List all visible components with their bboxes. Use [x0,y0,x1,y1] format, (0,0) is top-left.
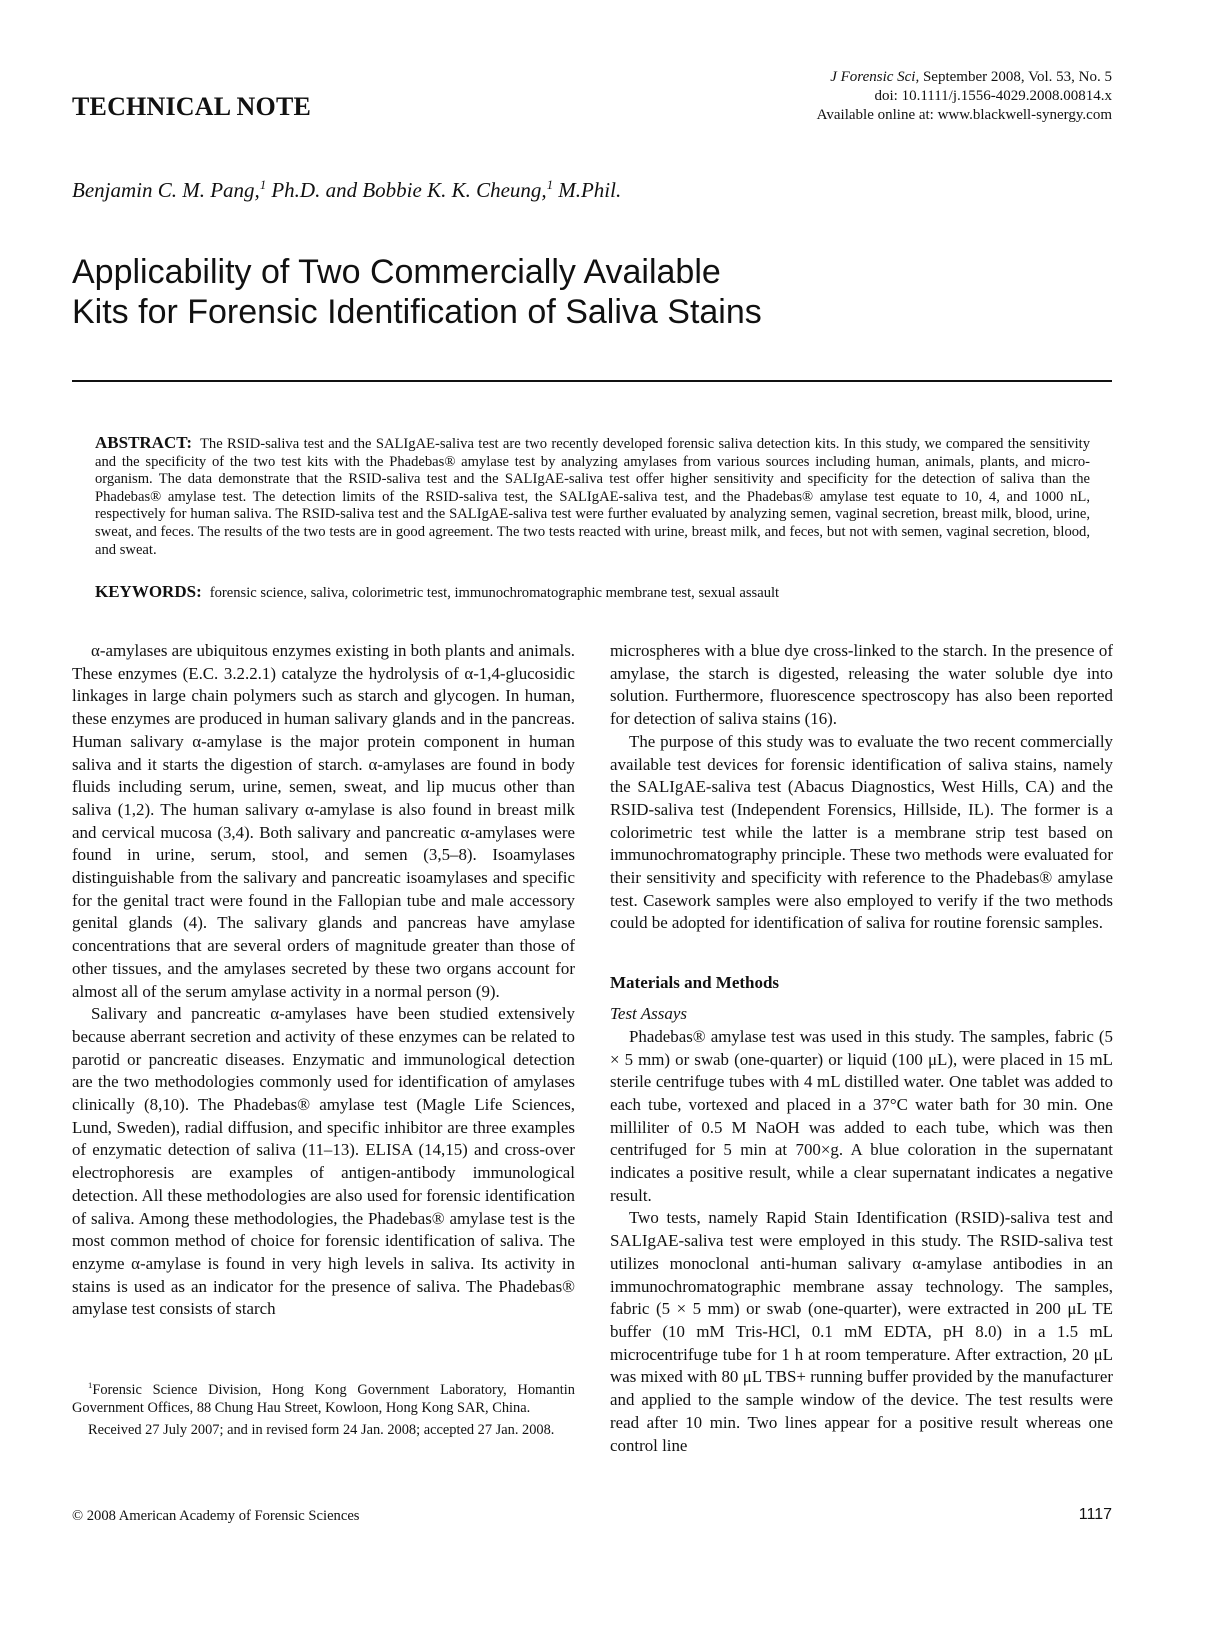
page-number: 1117 [1078,1506,1112,1523]
keywords-label: KEYWORDS: [95,582,202,601]
author-2-degree: M.Phil. [552,178,622,202]
authors [72,178,621,203]
section-label: TECHNICAL NOTE [72,92,312,121]
subsection-heading: Test Assays [610,1004,687,1024]
paragraph: α-amylases are ubiquitous enzymes existing in both plants and animals. These enzymes (E.C. 3.2.2.1) catalyze the hydrolysis of α-1,4-glucosidic linkages in large chain polymers such as starch and glycogen. In human, these enzymes are produced in human salivary glands and in the pancreas. Human salivary α-amylase is the major protein component in human saliva and it starts the digestion of starch. α-amylases are found in body fluids including serum, urine, semen, sweat, and lip mucus other than saliva (1,2). The human salivary α-amylase is also found in breast milk and cervical mucosa (3,4). Both salivary and pancreatic α-amylases were found in urine, serum, stool, and semen (3,5–8). Isoamylases distinguishable from the salivary and pancreatic isoamylases and specific for the genital tract were found in the Fallopian tube and male accessory genital glands (4). The salivary glands and pancreas have amylase concentrations that are several orders of magnitude greater than those of other tissues, and the amylases secreted by these two organs account for almost all of the serum amylase activity in a normal person (9). [72,641,575,1001]
title-line: Kits for Forensic Identification of Saliva Stains [72,293,762,331]
paragraph: Salivary and pancreatic α-amylases have been studied extensively because aberrant secretion and activity of these enzymes can be related to parotid or pancreatic diseases. Enzymatic and immunological detection are the two methodologies commonly used for identification of amylases clinically (8,10). The Phadebas® amylase test (Magle Life Sciences, Lund, Sweden), radial diffusion, and specific inhibitor are three examples of enzymatic detection of saliva (11–13). ELISA (14,15) and cross-over electrophoresis are examples of antigen-antibody immunological detection. All these methodologies are also used for forensic identification of saliva. Among these methodologies, the Phadebas® amylase test is the most common method of choice for forensic identification of saliva. The enzyme α-amylase is found in very high levels in saliva. Its activity in stains is used as an indicator for the presence of saliva. The Phadebas® amylase test consists of starch [72,1004,575,1319]
journal-issue: September 2008, Vol. 53, No. 5 [919,69,1112,85]
title-rule [72,380,1112,382]
keywords-text: forensic science, saliva, colorimetric test, immunochromatographic membrane test, sexual assault [209,585,780,601]
affiliation-footnote [72,1382,575,1417]
section-heading: Materials and Methods [610,973,780,993]
keywords [95,582,1090,602]
doi: doi: 10.1111/j.1556-4029.2008.00814.x [874,88,1112,104]
right-column [610,640,1113,1457]
paper-title [72,252,762,332]
abstract-label: ABSTRACT: [95,433,192,452]
paragraph: microspheres with a blue dye cross-linked to the starch. In the presence of amylase, the starch is digested, releasing the water soluble dye into solution. Furthermore, fluorescence spectroscopy has also been reported for detection of saliva stains (16). [610,641,1113,729]
footnotes [72,1382,575,1445]
affiliation-mark: 1 [259,178,267,192]
paragraph: Phadebas® amylase test was used in this study. The samples, fabric (5 × 5 mm) or swab (one-quarter) or liquid (100 μL), were placed in 15 mL sterile centrifuge tubes with 4 mL distilled water. One tablet was added to each tube, vortexed and placed in a 37°C water bath for 30 min. One milliliter of 0.5 M NaOH was added to each tube, which was then centrifuged for 5 min at 700×g. A blue coloration in the supernatant indicates a positive result, while a clear supernatant indicates a negative result. [610,1026,1113,1205]
affiliation-mark: 1 [546,178,553,192]
title-line: Applicability of Two Commercially Available [72,253,721,291]
abstract-text: The RSID-saliva test and the SALIgAE-saliva test are two recently developed forensic saliva detection kits. In this study, we compared the sensitivity and the specificity of the two test kits with the Phadebas® amylase test by analyzing amylases from various sources including human, animals, plants, and micro-organism. The data demonstrate that the RSID-saliva test and the SALIgAE-saliva test offer higher sensitivity and specificity for the detection of saliva than the Phadebas® amylase test. The detection limits of the RSID-saliva test, the SALIgAE-saliva test, and the Phadebas® amylase test equate to 10, 4, and 1000 nL, respectively for human saliva. The RSID-saliva test and the SALIgAE-saliva test were further evaluated by analyzing semen, vaginal secretion, breast milk, blood, urine, sweat, and feces. The results of the two tests are in good agreement. The two tests reacted with urine, breast milk, and feces, but not with semen, vaginal secretion, blood, and sweat. [95,436,1090,558]
author-2: Ph.D. and Bobbie K. K. Cheung, [266,178,547,202]
affiliation-text: Forensic Science Division, Hong Kong Government Laboratory, Homantin Government Offices, 88 Chung Hau Street, Kowloon, Hong Kong SAR, China. [72,1382,575,1416]
left-column [72,640,575,1321]
author-1: Benjamin C. M. Pang, [72,178,260,202]
copyright: © 2008 American Academy of Forensic Sciences [72,1508,360,1524]
journal-info [817,68,1112,125]
availability: Available online at: www.blackwell-synergy.com [816,107,1112,123]
journal-name: J Forensic Sci, [830,69,920,85]
paragraph: The purpose of this study was to evaluate the two recent commercially available test devices for forensic identification of saliva stains, namely the SALIgAE-saliva test (Abacus Diagnostics, West Hills, CA) and the RSID-saliva test (Independent Forensics, Hillside, IL). The former is a colorimetric test while the latter is a membrane strip test based on immunochromatography principle. These two methods were evaluated for their sensitivity and specificity with reference to the Phadebas® amylase test. Casework samples were also employed to verify if the two methods could be adopted for identification of saliva for routine forensic samples. [610,731,1113,933]
journal-citation [817,68,1112,87]
affiliation-mark: 1 [88,1380,93,1391]
received-dates: Received 27 July 2007; and in revised form 24 Jan. 2008; accepted 27 Jan. 2008. [88,1422,555,1439]
abstract [95,434,1090,559]
paragraph: Two tests, namely Rapid Stain Identification (RSID)-saliva test and SALIgAE-saliva test were employed in this study. The RSID-saliva test utilizes monoclonal anti-human salivary α-amylase antibodies in an immunochromatographic membrane assay technology. The samples, fabric (5 × 5 mm) or swab (one-quarter), were extracted in 200 μL TE buffer (10 mM Tris-HCl, 0.1 mM EDTA, pH 8.0) in a 1.5 mL microcentrifuge tube for 1 h at room temperature. After extraction, 20 μL was mixed with 80 μL TBS+ running buffer provided by the manufacturer and applied to the sample window of the device. The test results were read after 10 min. Two lines appear for a positive result whereas one control line [610,1208,1113,1455]
